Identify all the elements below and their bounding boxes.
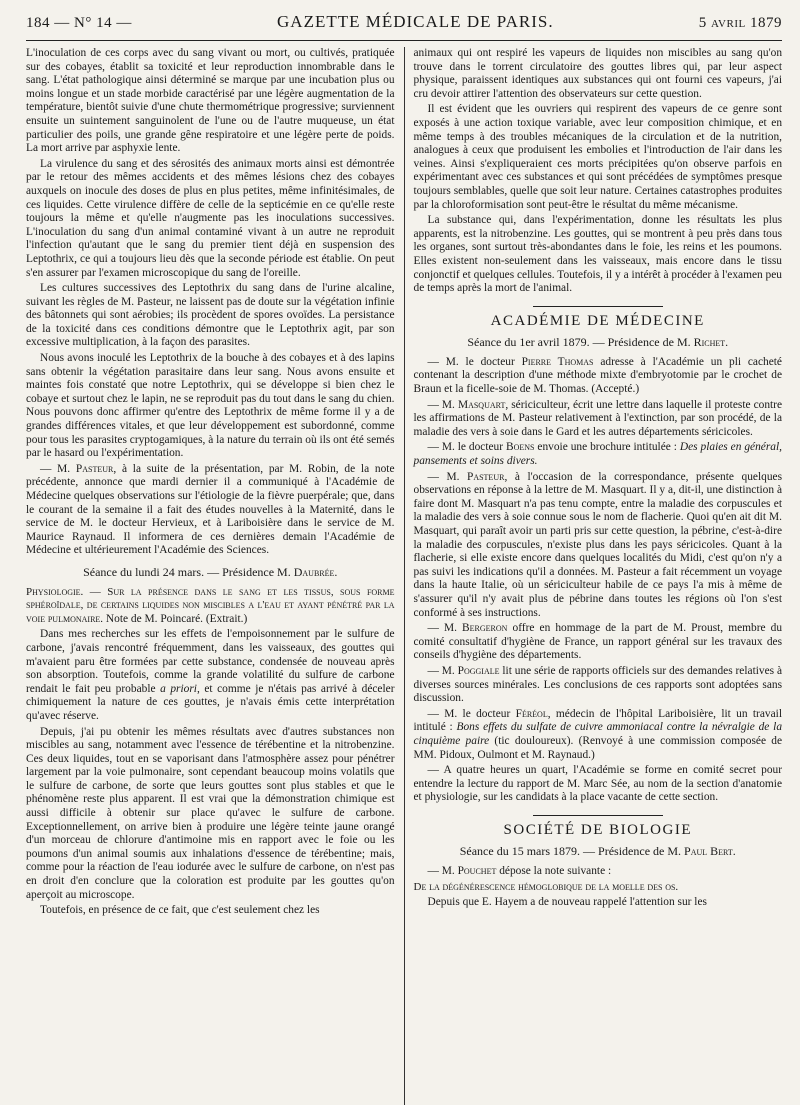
page-header [26,12,782,41]
italic-text: Des plaies en général, pansements et soins divers. [413,441,782,468]
session-heading [414,336,783,350]
paragraph-text: Dans mes recherches sur les effets de l'empoisonnement par le sulfure de carbone, j'avais rencontré fréquemment, dans les vaisseaux, des gouttes qui m'avaient paru être formées par cette substance, condensée de nouveau après son absorption. Toutefois, comme la grande volatilité du sulfure de carbone rendait le fait peu probable [26,628,395,695]
paragraph: Il est évident que les ouvriers qui respirent des vapeurs de ce genre sont exposés à une action toxique variable, avec leur composition chimique, et en même temps à des troubles mécaniques de la circulation et de la nutrition, analogues à ceux que produisent les embolies et l'introduction de l'air dans les veines. Ainsi s'expliqueraient ces morts précipitées qu'on observe parfois en expérimentant avec ces substances et qui sont précédées de symptômes presque toujours semblables, quelle que soit leur nature. Certaines catastrophes produites par la chloroformisation sont peut-être le résultat du même mécanisme. [413,103,782,211]
person-name: Féréol [515,707,548,720]
article-title: De la dégénérescence hémoglobique de la moelle des os. [413,880,679,893]
paragraph: Toutefois, en présence de ce fait, que c'est seulement chez les [40,904,320,917]
person-name: Poggiale [457,664,500,677]
president-name: Richet. [693,335,729,350]
paragraph: — M. le docteur Pierre Thomas adresse à l'Académie un pli cacheté contenant la description d'une méthode mixte d'embryotomie par le crochet de Braun et la ficelle-soie de M. Thomas. (Accepté.) [413,355,782,396]
paragraph-text: , à la suite de la présentation, par M. Robin, de la note précédente, annonce que mardi dernier il a communiqué à l'Académie de Médecine quelques observations sur l'étiologie de la fièvre puerpérale; que, dans le courant de la semaine il a fait des études nouvelles à la Maternité, dans le service de M. le docteur Hervieux, et à Lariboisière dans le service de M. Maurice Raynaud. Il informera de ces dernières demain l'Académie de Médecine et ultérieurement l'Académie des Sciences. [26,462,395,557]
paragraph: La virulence du sang et des sérosités des animaux morts ainsi est démontrée par le retour des mêmes accidents et des mêmes lésions chez des cobayes auxquels on inocule des doses de plus en plus petites, même infinitésimales, de ces liquides. Cette virulence diffère de celle de la septicémie en ce qu'elle reste toujours la même et qu'elle n'augmente pas les inoculations successives. L'inoculation du sang d'un animal contaminé vivant à un autre ne reproduit l'infection qu'autant que le sang du premier tient déjà en suspension des Leptothrix, ce qui a toujours lieu dès que la seconde période est établie. On peut s'en assurer par l'examen microscopique du sang de l'oreille. [26,157,395,279]
paragraph: — M. Pasteur, à la suite de la présentation, par M. Robin, de la note précédente, annonce que mardi dernier il a communiqué à l'Académie de Médecine quelques observations sur l'étiologie de la fièvre puerpérale; que, dans le courant de la semaine il a fait des études nouvelles à la Maternité, dans le service de M. le docteur Hervieux, et à Lariboisière dans le service de M. Maurice Raynaud. Il informera de ces dernières demain l'Académie de Médecine et ultérieurement l'Académie des Sciences. [26,462,395,557]
person-name: Pasteur [75,462,114,475]
paragraph-text: offre en hommage de la part de M. Proust, membre du comité consultatif d'hygiène de France, un rapport général sur les travaux des conseils d'hygiène des départements. [413,622,782,662]
paragraph: — M. le docteur Féréol, médecin de l'hôpital Lariboisière, lit un travail intitulé : Bons effets du sulfate de cuivre ammoniacal contre la névralgie de la cinquième paire (tic douloureux). (Renvoyé à une commission composée de MM. Pidoux, Oulmont et M. Raynaud.) [413,707,782,761]
paragraph-text: A quatre heures un quart, l'Académie se forme en comité secret pour entendre la lecture du rapport de M. Marc Sée, au nom de la section d'anatomie et physiologie, sur les candidats à la place vacante de cette section. [413,764,782,804]
paragraph-text: , et comme je n'étais pas arrivé à déceler chimiquement la nature de ces gouttes, je n'avais émis cette interprétation qu'avec réserve. [26,682,395,722]
person-name: Masquart [457,398,506,411]
person-name: Pasteur [466,470,505,483]
session-text: Séance du 15 mars 1879. — Présidence de M. [459,844,682,859]
paragraph-text: (tic douloureux). (Renvoyé à une commission composée de MM. Pidoux, Oulmont et M. Raynaud.) [413,734,782,761]
section-divider [533,815,663,816]
person-name: Pierre Thomas [521,355,594,368]
paragraph-text: M. le docteur [445,355,522,368]
paragraph-text: , sériciculteur, écrit une lettre dans laquelle il proteste contre les affirmations de M. Pasteur relativement à l'extinction, par son procédé, de la maladie des vers à soie dans le Gard et les autres départements séricicoles. [413,398,782,438]
paragraph: — M. Bergeron offre en hommage de la part de M. Proust, membre du comité consultatif d'hygiène de France, un rapport général sur les travaux des conseils d'hygiène des départements. [413,622,782,662]
paragraph: — M. Pouchet dépose la note suivante : [427,865,612,878]
paragraph: — M. le docteur Boens envoie une brochure intitulée : Des plaies en général, pansements et soins divers. [413,441,782,468]
paragraph: — A quatre heures un quart, l'Académie se forme en comité secret pour entendre la lecture du rapport de M. Marc Sée, au nom de la section d'anatomie et physiologie, sur les candidats à la place vacante de cette section. [413,764,782,804]
session-text: Séance du 1er avril 1879. — Présidence de M. [467,335,691,350]
paragraph-text: lit une série de rapports officiels sur des demandes relatives à diverses sources minérales. Les conclusions de ces rapports sont adoptées sans discussion. [413,664,782,705]
columns [26,47,782,1105]
paragraph: — M. Pasteur, à l'occasion de la correspondance, présente quelques observations en réponse à la lettre de M. Masquart. Il y a, dit-il, une distinction à faire dont M. Masquart n'a pas tenu compte, entre la maladie des corpuscules et la maladie des vers à soie connue sous le nom de flacherie. Quoi qu'en ait dit M. Masquart, qui paraît avoir un parti pris sur cette question, la pébrine, c'est-à-dire la maladie des corpuscules, n'existe plus dans les pays séricicoles. Quant à la flacherie, si elle existe encore dans quelques localités du Midi, c'est qu'on n'y a pas suivi les indications qu'il a données. M. Pasteur a fait récemment un voyage dans la haute Italie, où un sériciculteur habile de ce pays l'a mis à même de s'assurer qu'il n'y avait plus de pébrine dans toutes les régions où l'on s'est conformé à ses instructions. [413,470,782,619]
session-heading [26,566,395,580]
left-column [26,47,404,1105]
paragraph [26,628,395,723]
session-text: Séance du lundi 24 mars. — Présidence M. [83,564,291,579]
issue-date: 5 avril 1879 [698,15,782,31]
italic-text: Bons effets du sulfate de cuivre ammoniacal contre la névralgie de la cinquième paire [413,721,782,747]
paragraph: Les cultures successives des Leptothrix du sang dans de l'urine alcaline, suivant les règles de M. Pasteur, ne laissent pas de doute sur la végétation infinie des bâtonnets qui sont aérobies; ils procèdent de spores ovoïdes. La persistance de la toxicité dans ces conditions démontre que le Leptothrix agit, par son excessive multiplication, à la façon des parasites. [26,282,395,349]
paragraph-text: envoie une brochure intitulée : [534,441,680,454]
article-heading [26,586,395,627]
president-name: Daubrée. [293,564,338,579]
person-name: Pouchet [457,865,497,878]
section-title-biologie: SOCIÉTÉ DE BIOLOGIE [503,821,692,838]
section-label: Physiologie. [26,585,84,598]
paragraph: animaux qui ont respiré les vapeurs de liquides non miscibles au sang qu'on trouve dans le torrent circulatoire des gouttes libres qui, par leur aspect physique, paraissent identiques aux substances qui ont fourni ces vapeurs, j'ai cru devoir attirer l'attention des observateurs sur cette question. [413,47,782,100]
paragraph-text: , à l'occasion de la correspondance, présente quelques observations en réponse à la lettre de M. Masquart. Il y a, dit-il, une distinction à faire dont M. Masquart n'a pas tenu compte, entre la maladie des corpuscules et la maladie des vers à soie connue sous le nom de flacherie. Quoi qu'en ait dit M. Masquart, qui paraît avoir un parti pris sur cette question, la pébrine, c'est-à-dire la maladie des corpuscules, n'existe plus dans les pays séricicoles. Quant à la flacherie, si elle existe encore dans quelques localités du Midi, c'est qu'on n'y a pas suivi les indications qu'il a données. M. Pasteur a fait récemment un voyage dans la haute Italie, où un sériciculteur habile de ce pays l'a mis à même de s'assurer qu'il n'y avait plus de pébrine dans toutes les régions où l'on s'est conformé à ses instructions. [413,470,782,619]
section-divider [533,306,663,307]
paragraph-text: , médecin de l'hôpital Lariboisière, lit un travail intitulé : [413,707,782,734]
page-number: 184 — N° 14 — [26,15,132,31]
journal-title: GAZETTE MÉDICALE DE PARIS. [277,12,554,31]
person-name: Boens [505,441,535,454]
paragraph-text: adresse à l'Académie un pli cacheté contenant la description d'une méthode mixte d'embryotomie par le crochet de Braun et la ficelle-soie de M. Thomas. (Accepté.) [413,355,782,396]
paragraph-text: dépose la note suivante : [496,865,612,878]
paragraph: — M. Masquart, sériciculteur, écrit une lettre dans laquelle il proteste contre les affirmations de M. Pasteur relativement à l'extinction, par son procédé, de la maladie des vers à soie dans le Gard et les autres départements séricicoles. [413,398,782,438]
session-heading [414,845,783,859]
italic-text: a priori [160,682,197,695]
person-name: Bergeron [462,622,508,635]
section-title-academie: ACADÉMIE DE MÉDECINE [490,312,705,329]
paragraph: L'inoculation de ces corps avec du sang vivant ou mort, ou cultivés, pratiquée sur des cobayes, établit sa toxicité et leur reproduction innombrable dans le sang. L'état pathologique ainsi déterminé se marque par une incubation plus ou moins longue et un stade morbide caractérisé par une légère augmentation de la température, bientôt suivie d'une chute thermométrique progressive; surviennent ensuite un suintement sanguinolent de l'une ou de l'autre muqueuse, un état particulier des poils, une grande gêne respiratoire et une légère perte de poids. La mort arrive par asphyxie lente. [26,47,395,155]
right-column [405,47,783,1105]
paragraph: La substance qui, dans l'expérimentation, donne les résultats les plus apparents, est la nitrobenzine. Les gouttes, qui se montrent à peu près dans tous les organes, sont surtout très-abondantes dans le foie, les reins et les poumons. Elles existent non-seulement dans les vaisseaux, mais encore dans le tissu conjonctif et quelques cellules. Toutefois, il y a intérêt à procéder à l'examen peu de temps après la mort de l'animal. [413,214,782,295]
article-title: — Sur la présence dans le sang et les tissus, sous forme sphéroïdale, de certains liquides non miscibles a l'eau et ayant pénétré par la voie pulmonaire. [26,585,395,625]
paragraph: — M. Poggiale lit une série de rapports officiels sur des demandes relatives à diverses sources minérales. Les conclusions de ces rapports sont adoptées sans discussion. [413,664,782,705]
paragraph-text: M. le docteur [441,441,506,454]
paragraph: Nous avons inoculé les Leptothrix de la bouche à des cobayes et à des lapins sans obtenir la végétation parasitaire dans leur sang. Nous avons ensuite et maintes fois constaté que notre Leptothrix, qui se développe si bien chez le cobaye et surtout chez le lapin, ne se reproduit pas du tout dans le sang du chien. Nous pouvons donc affirmer qu'entre des Leptothrix de même forme il y a de grandes différences vitales, et que leur développement est subordonné, comme pour tous les parasites cryptogamiques, à la nature du terrain où ils ont été semés par le hasard ou l'expérimentation. [26,352,395,460]
paragraph: Depuis, j'ai pu obtenir les mêmes résultats avec d'autres substances non miscibles au sang, notamment avec l'essence de térébentine et la nitrobenzine. Ces deux liquides, tout en se vaporisant dans l'atmosphère assez pour pénétrer largement par la voie pulmonaire, sont cependant beaucoup moins volatils que le sulfure de carbone, de sorte que leurs gouttes sont plus stables et que le phénomène reste plus apparent. Il est vrai que la démonstration chimique est aussi difficile à obtenir sur place qu'avec le sulfure de carbone. Exceptionnellement, on arrive bien à produire une légère teinte jaune orangé d'un morceau de chlorure d'antimoine mis en rapport avec le foie ou les poumons d'un animal soumis aux inhalations d'essence de térébentine; mais, comme pour la réaction de l'eau iodurée avec le sulfure de carbone, on n'est pas en droit d'en conclure que la coloration est produite par les gouttes qu'on aperçoit au microscope. [26,725,395,901]
paragraph: Depuis que E. Hayem a de nouveau rappelé l'attention sur les [427,896,707,909]
article-note: Note de M. Poincaré. (Extrait.) [103,612,248,625]
president-name: Paul Bert. [684,844,736,859]
paragraph-text: M. le docteur [444,707,516,720]
